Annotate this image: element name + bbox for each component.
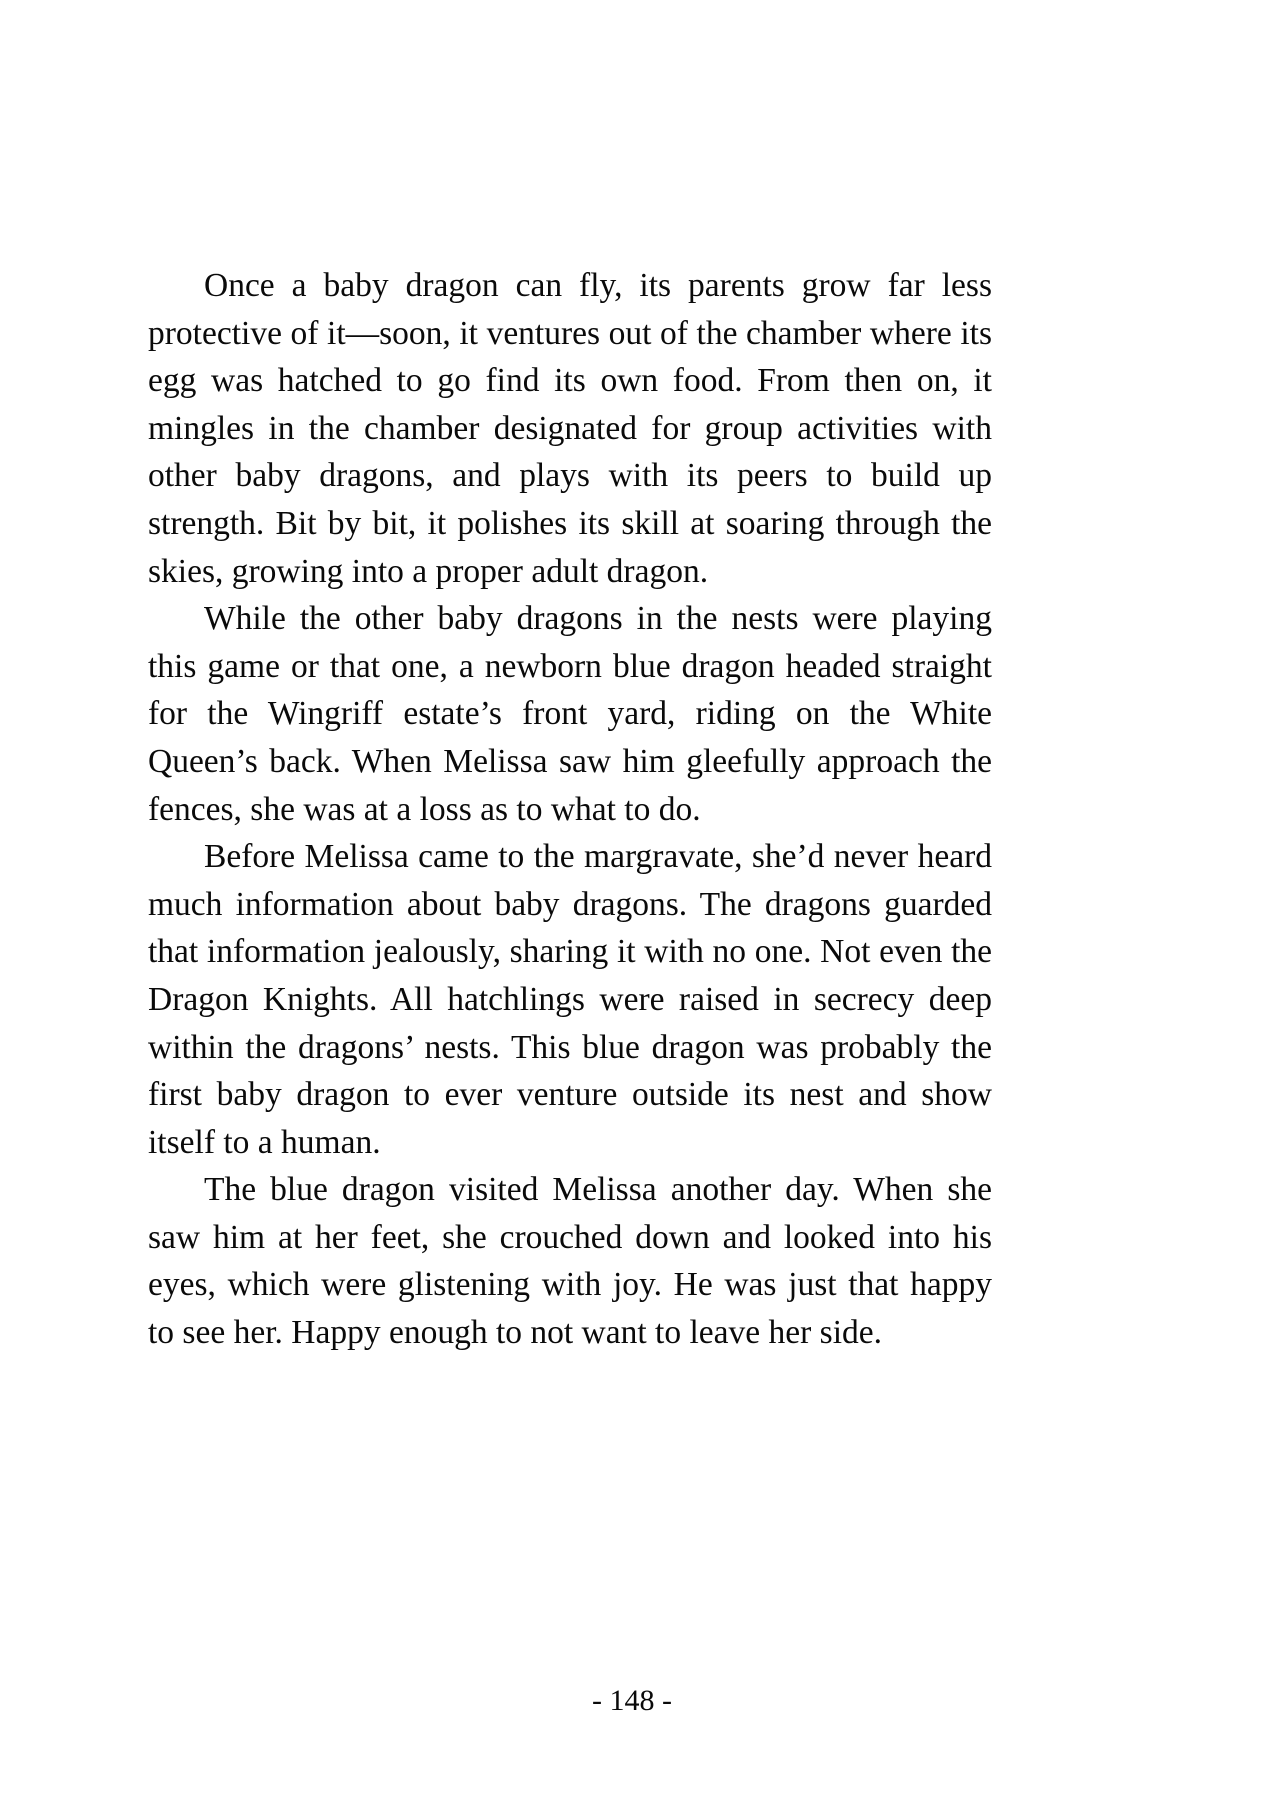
paragraph: Once a baby dragon can fly, its parents grow far less protective of it—soon, it ventures out of the chamber where its egg was hatched to go find its own food. From then on, it mingles in the chamber designated for group activities with other baby dragons, and plays with its peers to build up strength. Bit by bit, it polishes its skill at soaring through the skies, growing into a proper adult dragon. [148,267,992,590]
paragraph: Before Melissa came to the margravate, she’d never heard much information about baby dragons. The dragons guarded that information jealously, sharing it with no one. Not even the Dragon Knights. All hatchlings were raised in secrecy deep within the dragons’ nests. This blue dragon was probably the first baby dragon to ever venture outside its nest and show itself to a human. [148,838,992,1161]
page-text-body [148,262,992,1357]
paragraph: The blue dragon visited Melissa another day. When she saw him at her feet, she crouched down and looked into his eyes, which were glistening with joy. He was just that happy to see her. Happy enough to not want to leave her side. [148,1171,992,1352]
page-number: - 148 - [592,1684,672,1717]
paragraph: While the other baby dragons in the nests were playing this game or that one, a newborn blue dragon headed straight for the Wingriff estate’s front yard, riding on the White Queen’s back. When Melissa saw him gleefully approach the fences, she was at a loss as to what to do. [148,600,992,828]
